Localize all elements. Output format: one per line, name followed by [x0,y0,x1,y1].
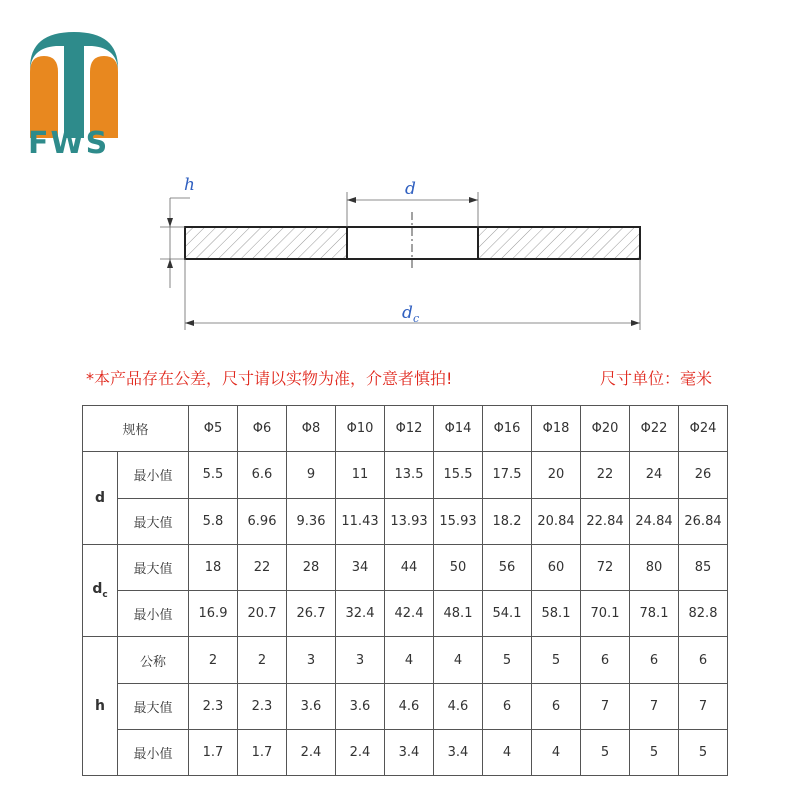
size-header: Φ20 [581,406,630,452]
group-label-subscript: c [102,590,108,601]
row-label: 最大值 [118,683,189,729]
table-cell: 24 [630,452,679,498]
table-cell: 16.9 [189,591,238,637]
table-cell: 34 [336,544,385,590]
row-label: 公称 [118,637,189,683]
table-cell: 82.8 [679,591,728,637]
size-header: Φ10 [336,406,385,452]
table-cell: 6.6 [238,452,287,498]
table-cell: 5 [532,637,581,683]
table-cell: 28 [287,544,336,590]
size-header: Φ24 [679,406,728,452]
table-cell: 56 [483,544,532,590]
table-cell: 2.4 [336,730,385,776]
table-cell: 6 [483,683,532,729]
table-cell: 5 [630,730,679,776]
table-cell: 2 [238,637,287,683]
size-header: Φ18 [532,406,581,452]
label-dc: d [402,303,413,323]
table-row [83,637,728,683]
table-cell: 3 [287,637,336,683]
table-cell: 9 [287,452,336,498]
table-cell: 2.3 [238,683,287,729]
row-label: 最小值 [118,452,189,498]
table-cell: 42.4 [385,591,434,637]
table-cell: 1.7 [238,730,287,776]
table-cell: 48.1 [434,591,483,637]
table-cell: 80 [630,544,679,590]
size-header: Φ8 [287,406,336,452]
table-cell: 7 [630,683,679,729]
table-row [83,544,728,590]
table-cell: 5.8 [189,498,238,544]
table-cell: 22 [238,544,287,590]
table-cell: 20 [532,452,581,498]
table-cell: 58.1 [532,591,581,637]
size-header: Φ6 [238,406,287,452]
table-cell: 4.6 [434,683,483,729]
table-cell: 50 [434,544,483,590]
table-cell: 85 [679,544,728,590]
table-cell: 70.1 [581,591,630,637]
group-label-text: h [95,698,105,715]
table-cell: 13.5 [385,452,434,498]
label-h: h [184,175,195,195]
table-cell: 78.1 [630,591,679,637]
table-cell: 6.96 [238,498,287,544]
unit-label: 尺寸单位：毫米 [600,369,713,388]
table-row [83,591,728,637]
table-cell: 22.84 [581,498,630,544]
table-cell: 2.4 [287,730,336,776]
row-label: 最小值 [118,730,189,776]
size-header: Φ16 [483,406,532,452]
group-label-text: d [92,581,103,598]
table-cell: 3.4 [385,730,434,776]
table-cell: 5 [679,730,728,776]
table-cell: 11.43 [336,498,385,544]
group-label [83,544,118,637]
table-cell: 2.3 [189,683,238,729]
spec-table [82,405,728,776]
table-cell: 6 [581,637,630,683]
table-cell: 17.5 [483,452,532,498]
table-cell: 20.84 [532,498,581,544]
row-label: 最小值 [118,591,189,637]
table-cell: 60 [532,544,581,590]
table-cell: 18 [189,544,238,590]
size-header: Φ22 [630,406,679,452]
table-row [83,730,728,776]
table-cell: 15.93 [434,498,483,544]
table-cell: 11 [336,452,385,498]
table-cell: 18.2 [483,498,532,544]
table-row [83,498,728,544]
table-cell: 5.5 [189,452,238,498]
table-cell: 5 [483,637,532,683]
table-cell: 15.5 [434,452,483,498]
table-cell: 26.7 [287,591,336,637]
table-cell: 4 [483,730,532,776]
table-cell: 22 [581,452,630,498]
table-row [83,683,728,729]
label-d: d [405,179,416,199]
size-header: Φ14 [434,406,483,452]
table-cell: 7 [581,683,630,729]
table-cell: 4 [434,637,483,683]
table-cell: 3.6 [336,683,385,729]
label-dc-sub: c [413,312,420,325]
row-label: 最大值 [118,544,189,590]
table-cell: 4 [385,637,434,683]
logo-text: FWS [28,126,110,161]
group-label-text: d [94,490,106,507]
group-label [83,637,118,776]
table-cell: 44 [385,544,434,590]
table-cell: 20.7 [238,591,287,637]
size-header: Φ5 [189,406,238,452]
spec-header-label: 规格 [83,406,189,452]
header-row [83,406,728,452]
table-cell: 4 [532,730,581,776]
table-cell: 9.36 [287,498,336,544]
table-cell: 26 [679,452,728,498]
table-cell: 3 [336,637,385,683]
tolerance-note: *本产品存在公差，尺寸请以实物为准，介意者慎拍! [86,369,453,388]
table-cell: 1.7 [189,730,238,776]
table-cell: 72 [581,544,630,590]
table-cell: 6 [679,637,728,683]
table-cell: 3.6 [287,683,336,729]
table-cell: 7 [679,683,728,729]
table-cell: 5 [581,730,630,776]
table-cell: 26.84 [679,498,728,544]
table-cell: 4.6 [385,683,434,729]
table-cell: 13.93 [385,498,434,544]
table-cell: 6 [532,683,581,729]
group-label [83,452,118,545]
table-cell: 3.4 [434,730,483,776]
row-label: 最大值 [118,498,189,544]
table-cell: 2 [189,637,238,683]
table-row [83,452,728,498]
size-header: Φ12 [385,406,434,452]
table-cell: 24.84 [630,498,679,544]
table-cell: 6 [630,637,679,683]
table-cell: 32.4 [336,591,385,637]
washer-drawing [0,160,800,340]
table-cell: 54.1 [483,591,532,637]
